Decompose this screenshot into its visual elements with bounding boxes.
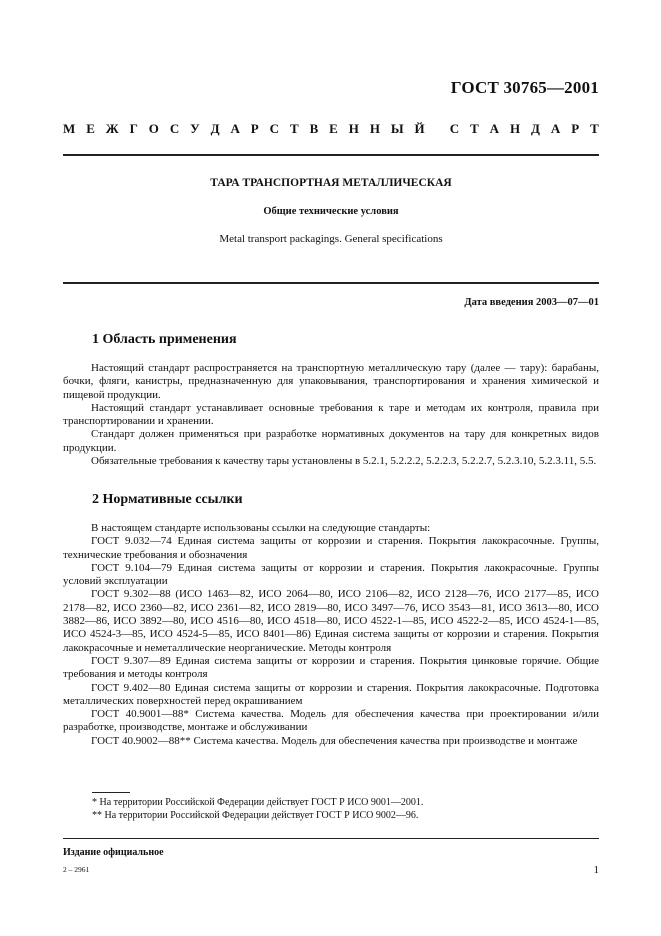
banner-letter: Т xyxy=(590,121,599,136)
document-title: ТАРА ТРАНСПОРТНАЯ МЕТАЛЛИЧЕСКАЯ xyxy=(210,177,452,189)
banner-letter: Ж xyxy=(105,121,119,136)
section-2-heading: 2 Нормативные ссылки xyxy=(92,492,243,507)
footnote-separator xyxy=(92,792,130,793)
banner-letter: Н xyxy=(348,121,359,136)
footnote: * На территории Российской Федерации действует ГОСТ Р ИСО 9001—2001. xyxy=(92,797,424,808)
reference-entry: ГОСТ 40.9001—88* Система качества. Модель для обеспечения качества при проектировании и/или разработке, производстве, монтаже и обслуживании xyxy=(63,708,599,734)
paragraph: Настоящий стандарт распространяется на транспортную металлическую тару (далее — тару): барабаны, бочки, фляги, канистры, предназначенную для упаковывания, транспортирования и хранения химической и пищевой продукции. xyxy=(63,362,599,401)
title-divider xyxy=(63,282,599,284)
banner-spacer xyxy=(436,121,439,137)
banner-letter: О xyxy=(148,121,159,136)
banner-letter: Ы xyxy=(390,121,404,136)
section-2-body xyxy=(63,522,599,748)
banner-letter: А xyxy=(550,121,561,136)
introduction-date: Дата введения 2003—07—01 xyxy=(464,297,599,308)
paragraph: Стандарт должен применяться при разработке нормативных документов на тару для конкретных видов продукции. xyxy=(63,428,599,454)
banner-letter: С xyxy=(449,121,460,136)
banner-letter: Е xyxy=(329,121,338,136)
section-1-heading: 1 Область применения xyxy=(92,332,237,347)
reference-entry: ГОСТ 9.104—79 Единая система защиты от коррозии и старения. Покрытия лакокрасочные. Группы условий эксплуатации xyxy=(63,561,599,588)
reference-entry: ГОСТ 9.032—74 Единая система защиты от коррозии и старения. Покрытия лакокрасочные. Группы, технические требования и обозначения xyxy=(63,535,599,561)
paragraph: Обязательные требования к качеству тары установлены в 5.2.1, 5.2.2.2, 5.2.2.3, 5.2.2.7, 5.2.3.10, 5.2.3.11, 5.5. xyxy=(91,455,597,468)
banner-letter: В xyxy=(309,121,319,136)
reference-entry: ГОСТ 9.402—80 Единая система защиты от коррозии и старения. Покрытия лакокрасочные. Подготовка металлических поверхностей перед окрашиванием xyxy=(63,681,599,707)
reference-entry: ГОСТ 9.302—88 (ИСО 1463—82, ИСО 2064—80, ИСО 2106—82, ИСО 2128—76, ИСО 2177—85, ИСО 2178—82, ИСО 2360—82, ИСО 2361—82, ИСО 2819—80, ИСО 3497—76, ИСО 3543—81, ИСО 3613—80, ИСО 3882—86, ИСО 3892—80, ИСО 4516—80, ИСО 4518—80, ИСО 4522-1—85, ИСО 4522-2—85, ИСО 4524-1—85, ИСО 4524-3—85, ИСО 4524-5—85, ИСО 8401—86) Единая система защиты от коррозии и старения. Покрытия лакокрасочные и неметаллические неорганические. Методы контроля xyxy=(63,588,599,654)
page-number: 1 xyxy=(593,864,599,876)
top-divider xyxy=(63,154,599,156)
banner-letter: Й xyxy=(414,121,425,136)
edition-label: Издание официальное xyxy=(63,847,164,858)
footnote: ** На территории Российской Федерации действует ГОСТ Р ИСО 9002—96. xyxy=(92,810,419,821)
banner-letter: А xyxy=(489,121,500,136)
banner-letter: Н xyxy=(509,121,521,136)
reference-entry: ГОСТ 40.9002—88** Система качества. Модель для обеспечения качества при производстве и монтаже xyxy=(91,734,578,747)
banner-letter: Д xyxy=(531,121,540,136)
banner-letter: С xyxy=(269,121,280,136)
banner-letter: С xyxy=(169,121,180,136)
reference-entry: ГОСТ 9.307—89 Единая система защиты от коррозии и старения. Покрытия цинковые горячие. Общие требования и методы контроля xyxy=(63,654,599,681)
banner-letter: Н xyxy=(369,121,380,136)
banner-letter: Е xyxy=(86,121,95,136)
banner-letter: Р xyxy=(571,121,580,136)
document-number: ГОСТ 30765—2001 xyxy=(450,78,599,97)
paragraph: В настоящем стандарте использованы ссылки на следующие стандарты: xyxy=(91,522,431,534)
banner-letter: Р xyxy=(250,121,259,136)
print-code: 2 – 2961 xyxy=(63,865,90,874)
interstate-standard-banner xyxy=(63,121,599,137)
english-title: Metal transport packagings. General specifications xyxy=(219,233,443,245)
banner-letter: М xyxy=(63,121,76,136)
paragraph: Настоящий стандарт устанавливает основные требования к таре и методам их контроля, правила при транспортировании и хранении. xyxy=(63,401,599,428)
banner-letter: Г xyxy=(129,121,138,136)
banner-letter: У xyxy=(190,121,200,136)
banner-letter: Т xyxy=(289,121,299,136)
footnotes xyxy=(92,796,423,822)
section-1-body xyxy=(63,362,599,468)
banner-letter: Т xyxy=(470,121,479,136)
document-subtitle: Общие технические условия xyxy=(263,206,399,217)
footer-divider xyxy=(63,838,599,839)
banner-letter: А xyxy=(230,121,240,136)
banner-letter: Д xyxy=(210,121,220,136)
